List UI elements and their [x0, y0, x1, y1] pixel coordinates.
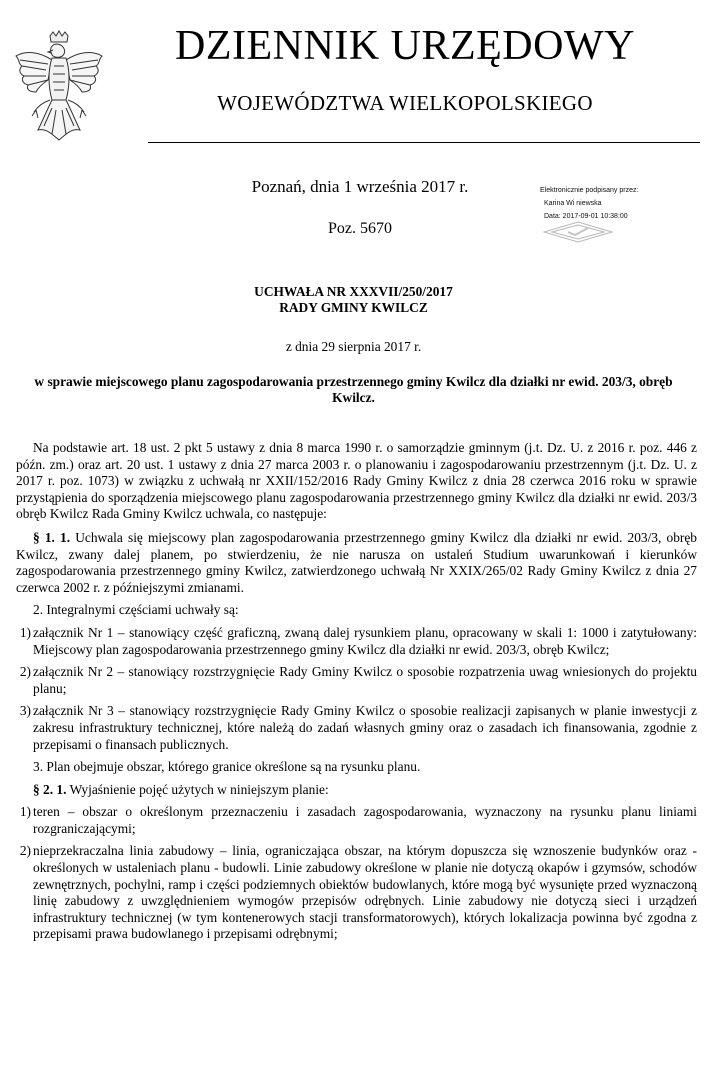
resolution-number: UCHWAŁA NR XXXVII/250/2017: [254, 284, 453, 299]
list-item-number: 2): [19, 664, 31, 680]
list-item-number: 2): [19, 843, 31, 859]
signature-label: Elektronicznie podpisany przez:: [540, 187, 639, 194]
resolution-body: [16, 440, 697, 949]
publication-place-date: Poznań, dnia 1 września 2017 r.: [251, 177, 469, 196]
section-1-paragraph-1: [16, 530, 697, 596]
gazette-subtitle: WOJEWÓDZTWA WIELKOPOLSKIEGO: [217, 91, 593, 115]
list-item: [16, 703, 697, 753]
list-item-text: załącznik Nr 3 – stanowiący rozstrzygnięcie Rady Gminy Kwilcz o sposobie realizacji zapisanych w planie inwestycji z zakresu infrastruktury technicznej, które należą do zadań własnych gminy oraz o zasadach ich finansowania, zgodnie z przepisami o finansach publicznych.: [33, 703, 697, 752]
section-1-label: § 1. 1.: [33, 529, 71, 545]
section-2-label: § 2. 1.: [33, 781, 67, 797]
list-item: [16, 804, 697, 837]
white-eagle-emblem-icon: [12, 30, 106, 148]
resolution-council: RADY GMINY KWILCZ: [279, 300, 428, 315]
list-item-number: 3): [19, 703, 31, 719]
publication-position: Poz. 5670: [328, 220, 392, 237]
gazette-title: DZIENNIK URZĘDOWY: [175, 23, 635, 69]
resolution-date: z dnia 29 sierpnia 2017 r.: [285, 339, 422, 354]
list-item: [16, 843, 697, 943]
signature-date: Data: 2017-09-01 10:38:00: [544, 213, 628, 220]
section-2-text: Wyjaśnienie pojęć użytych w niniejszym planie:: [69, 781, 329, 797]
list-item: [16, 664, 697, 697]
section-1-paragraph-3: 3. Plan obejmuje obszar, którego granice określone są na rysunku planu.: [33, 759, 421, 775]
electronic-signature-block: [540, 184, 700, 223]
header-divider: [148, 142, 700, 143]
resolution-subject: w sprawie miejscowego planu zagospodarowania przestrzennego gminy Kwilcz dla działki nr ewid. 203/3, obręb Kwilcz.: [34, 374, 673, 405]
list-item-text: załącznik Nr 1 – stanowiący część graficzną, zwaną dalej rysunkiem planu, opracowany w skali 1: 1000 i zatytułowany: Miejscowy plan zagospodarowania przestrzennego gminy Kwilcz dla działki nr ewid. 203/3, obręb Kwilcz;: [33, 624, 697, 657]
legal-basis-paragraph: Na podstawie art. 18 ust. 2 pkt 5 ustawy z dnia 8 marca 1990 r. o samorządzie gminnym (j.t. Dz. U. z 2016 r. poz. 446 z późn. zm.) oraz art. 20 ust. 1 ustawy z dnia 27 marca 2003 r. o planowaniu i zagospodarowaniu przestrzennym (j.t. Dz. U. z 2017 r. poz. 1073) w związku z uchwałą nr XXII/152/2016 Rady Gminy Kwilcz z dnia 28 czerwca 2016 roku w sprawie przystąpienia do sporządzenia miejscowego planu zagospodarowania przestrzennego gminy Kwilcz dla działki nr ewid. 203/3 obręb Kwilcz Rada Gminy Kwilcz uchwala, co następuje:: [16, 440, 697, 522]
list-item-number: 1): [19, 804, 31, 820]
section-1-paragraph-2: 2. Integralnymi częściami uchwały są:: [33, 602, 239, 618]
list-item-text: teren – obszar o określonym przeznaczeniu i zasadach zagospodarowania, wyznaczony na rysunku planu liniami rozgraniczającymi;: [33, 804, 697, 836]
list-item-number: 1): [19, 624, 31, 640]
section-2-paragraph-1: [16, 782, 697, 799]
signature-check-stamp-icon: [540, 220, 616, 244]
list-item-text: nieprzekraczalna linia zabudowy – linia, ograniczająca obszar, na którym dopuszcza się wznoszenie budynków oraz - określonych w ustaleniach planu - budowli. Linie zabudowy określone w planie nie dotyczą okapów i gzymsów, schodów zewnętrznych, pochylni, ramp i części podziemnych obiektów budowlanych, które mogą być wysunięte przed wyznaczoną linię zabudowy z uwzględnieniem wymogów przepisów odrębnych. Linie zabudowy nie dotyczą sieci i urządzeń infrastruktury technicznej (w tym kontenerowych stacji transformatorowych), których lokalizacja powinna być zgodna z przepisami prawa budowlanego i przepisami odrębnymi;: [33, 843, 697, 942]
list-item: [16, 625, 697, 658]
list-item-text: załącznik Nr 2 – stanowiący rozstrzygnięcie Rady Gminy Kwilcz o sposobie rozpatrzenia uwag wniesionych do projektu planu;: [33, 664, 697, 696]
signature-signer: Karina Wi niewska: [544, 200, 602, 207]
section-1-text: Uchwala się miejscowy plan zagospodarowania przestrzennego gminy Kwilcz dla działki nr ewid. 203/3, obręb Kwilcz, zwany dalej planem, po stwierdzeniu, że nie narusza on ustaleń Studium uwarunkowań i kierunków zagospodarowania przestrzennego gminy Kwilcz, zatwierdzonego uchwałą Nr XXIX/265/02 Rady Gminy Kwilcz z dnia 27 czerwca 2002 r. z późniejszymi zmianami.: [16, 529, 697, 595]
resolution-title: [40, 284, 667, 316]
